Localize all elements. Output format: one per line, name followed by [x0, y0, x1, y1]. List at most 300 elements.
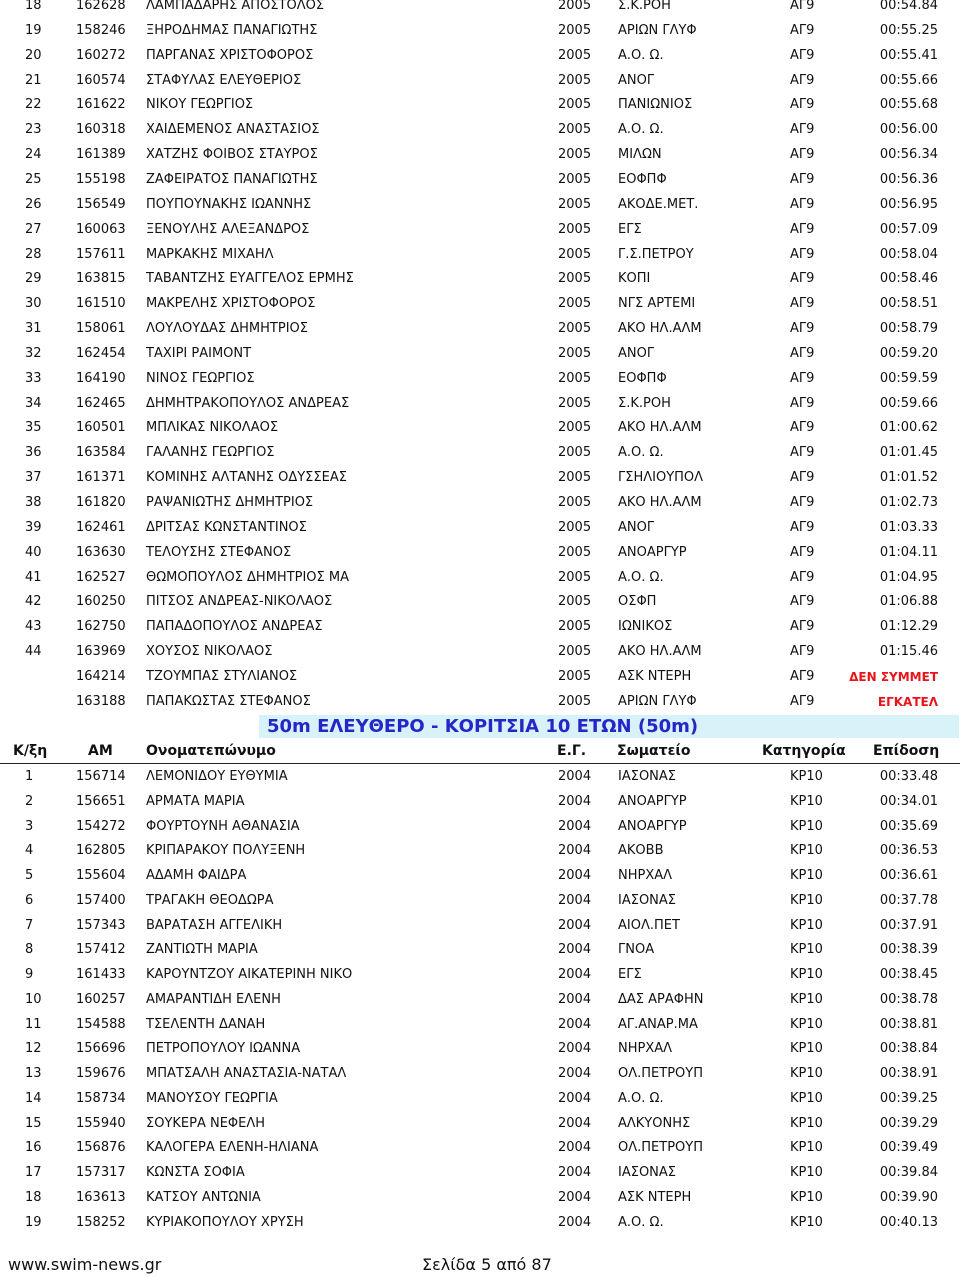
year-cell: 2005	[558, 221, 592, 237]
category-cell: ΚΡ10	[790, 793, 823, 809]
club-cell: ΙΩΝΙΚΟΣ	[618, 619, 673, 635]
am-cell: 162527	[76, 569, 126, 585]
time-cell: 00:33.48	[879, 769, 938, 784]
club-cell: ΕΓΣ	[618, 967, 642, 982]
category-cell: ΚΡ10	[790, 818, 823, 834]
am-cell: 162805	[76, 843, 126, 859]
name-cell: ΓΑΛΑΝΗΣ ΓΕΩΡΓΙΟΣ	[146, 445, 275, 461]
name-cell: ΤΕΛΟΥΣΗΣ ΣΤΕΦΑΝΟΣ	[146, 544, 292, 560]
category-cell: ΚΡ10	[790, 1140, 823, 1156]
club-cell: ΑΝΟΓ	[618, 72, 655, 88]
year-cell: 2005	[558, 72, 592, 88]
am-cell: 155198	[76, 171, 126, 187]
club-cell: ΟΛ.ΠΕΤΡΟΥΠ	[618, 1140, 703, 1156]
table-row	[0, 914, 960, 939]
club-cell: ΝΓΣ ΑΡΤΕΜΙ	[618, 296, 696, 312]
year-cell: 2004	[558, 1115, 592, 1131]
time-cell: 00:55.68	[879, 97, 938, 113]
name-cell: ΜΠΛΙΚΑΣ ΝΙΚΟΛΑΟΣ	[146, 420, 279, 436]
table-row	[0, 218, 960, 243]
header-name: Ονοματεπώνυμο	[146, 743, 276, 759]
am-cell: 158734	[76, 1090, 126, 1106]
name-cell: ΠΑΠΑΔΟΠΟΥΛΟΣ ΑΝΔΡΕΑΣ	[146, 619, 323, 635]
time-cell: 00:58.51	[879, 296, 938, 312]
name-cell: ΝΙΝΟΣ ΓΕΩΡΓΙΟΣ	[146, 370, 255, 386]
category-cell: ΚΡ10	[790, 942, 823, 958]
time-cell: 00:59.59	[879, 370, 938, 386]
header-category: Κατηγορία	[762, 743, 846, 759]
category-cell: ΑΓ9	[790, 0, 815, 13]
club-cell: ΙΑΣΟΝΑΣ	[618, 892, 677, 908]
category-cell: ΚΡ10	[790, 769, 823, 784]
rank-cell: 1	[25, 769, 34, 784]
year-cell: 2005	[558, 271, 592, 287]
club-cell: Α.Ο. Ω.	[618, 1214, 664, 1230]
category-cell: ΑΓ9	[790, 370, 815, 386]
time-cell: 00:38.81	[879, 1016, 938, 1032]
name-cell: ΠΑΠΑΚΩΣΤΑΣ ΣΤΕΦΑΝΟΣ	[146, 693, 311, 709]
am-cell: 155940	[76, 1115, 126, 1131]
club-cell: ΑΚΟ ΗΛ.ΑΛΜ	[618, 420, 702, 436]
name-cell: ΚΟΜΙΝΗΣ ΑΛΤΑΝΗΣ ΟΔΥΣΣΕΑΣ	[146, 470, 347, 486]
name-cell: ΧΑΙΔΕΜΕΝΟΣ ΑΝΑΣΤΑΣΙΟΣ	[146, 122, 320, 138]
club-cell: ΟΣΦΠ	[618, 594, 657, 610]
table-row	[0, 416, 960, 441]
year-cell: 2005	[558, 693, 592, 709]
table-row	[0, 0, 960, 19]
am-cell: 158061	[76, 321, 126, 337]
am-cell: 162454	[76, 345, 126, 361]
am-cell: 156696	[76, 1041, 126, 1057]
club-cell: ΜΙΛΩΝ	[618, 147, 662, 163]
am-cell: 155604	[76, 868, 126, 883]
am-cell: 158246	[76, 22, 126, 38]
club-cell: ΑΙΟΛ.ΠΕΤ	[618, 917, 680, 933]
time-cell: 00:38.45	[879, 967, 938, 982]
year-cell: 2005	[558, 470, 592, 486]
am-cell: 164190	[76, 370, 126, 386]
name-cell: ΚΥΡΙΑΚΟΠΟΥΛΟΥ ΧΡΥΣΗ	[146, 1214, 304, 1230]
time-cell: 01:04.95	[879, 569, 938, 585]
club-cell: Σ.Κ.ΡΟΗ	[618, 395, 671, 411]
category-cell: ΚΡ10	[790, 868, 823, 883]
club-cell: ΑΣΚ ΝΤΕΡΗ	[618, 1189, 692, 1205]
club-cell: ΙΑΣΟΝΑΣ	[618, 1165, 677, 1180]
club-cell: ΝΗΡΧΑΛ	[618, 868, 673, 883]
table-row	[0, 516, 960, 541]
time-cell: 01:12.29	[879, 619, 938, 635]
category-cell: ΑΓ9	[790, 122, 815, 138]
name-cell: ΛΑΜΠΑΔΑΡΗΣ ΑΠΟΣΤΟΛΟΣ	[146, 0, 325, 13]
header-am: ΑΜ	[88, 743, 113, 759]
name-cell: ΚΩΝΣΤΑ ΣΟΦΙΑ	[146, 1165, 245, 1180]
rank-cell: 37	[25, 470, 42, 486]
year-cell: 2004	[558, 1214, 592, 1230]
time-cell: 00:55.66	[879, 72, 938, 88]
table-row	[0, 541, 960, 566]
name-cell: ΣΤΑΦΥΛΑΣ ΕΛΕΥΘΕΡΙΟΣ	[146, 72, 302, 88]
rank-cell: 11	[25, 1016, 42, 1032]
time-cell: 01:03.33	[879, 519, 938, 535]
club-cell: Α.Ο. Ω.	[618, 47, 664, 63]
header-year: Ε.Γ.	[557, 743, 587, 759]
name-cell: ΤΖΟΥΜΠΑΣ ΣΤΥΛΙΑΝΟΣ	[146, 668, 298, 684]
club-cell: ΟΛ.ΠΕΤΡΟΥΠ	[618, 1066, 703, 1081]
year-cell: 2005	[558, 544, 592, 560]
time-cell: 00:39.29	[879, 1115, 938, 1131]
am-cell: 163969	[76, 644, 126, 660]
name-cell: ΑΡΜΑΤΑ ΜΑΡΙΑ	[146, 793, 245, 809]
category-cell: ΑΓ9	[790, 97, 815, 113]
year-cell: 2005	[558, 370, 592, 386]
table-row	[0, 193, 960, 218]
table-row	[0, 1136, 960, 1161]
category-cell: ΚΡ10	[790, 1041, 823, 1057]
footer-site: www.swim-news.gr	[8, 1255, 162, 1274]
time-cell: 00:55.41	[879, 47, 938, 63]
club-cell: Α.Ο. Ω.	[618, 1090, 664, 1106]
category-cell: ΑΓ9	[790, 693, 815, 709]
category-cell: ΑΓ9	[790, 619, 815, 635]
time-cell: 00:38.39	[879, 942, 938, 958]
year-cell: 2005	[558, 668, 592, 684]
year-cell: 2005	[558, 519, 592, 535]
club-cell: ΑΡΙΩΝ ΓΛΥΦ	[618, 693, 697, 709]
club-cell: ΕΓΣ	[618, 221, 642, 237]
club-cell: ΚΟΠΙ	[618, 271, 651, 287]
rank-cell: 19	[25, 1214, 42, 1230]
am-cell: 161389	[76, 147, 126, 163]
time-cell: 00:59.20	[879, 345, 938, 361]
year-cell: 2005	[558, 321, 592, 337]
club-cell: ΑΚΟ ΗΛ.ΑΛΜ	[618, 644, 702, 660]
name-cell: ΔΡΙΤΣΑΣ ΚΩΝΣΤΑΝΤΙΝΟΣ	[146, 519, 307, 535]
name-cell: ΚΑΤΣΟΥ ΑΝΤΩΝΙΑ	[146, 1189, 261, 1205]
year-cell: 2005	[558, 495, 592, 510]
name-cell: ΣΟΥΚΕΡΑ ΝΕΦΕΛΗ	[146, 1115, 266, 1131]
time-cell: 01:04.11	[879, 544, 938, 560]
club-cell: ΑΡΙΩΝ ΓΛΥΦ	[618, 22, 697, 38]
am-cell: 162465	[76, 395, 126, 411]
category-cell: ΑΓ9	[790, 668, 815, 684]
category-cell: ΑΓ9	[790, 519, 815, 535]
club-cell: ΑΚΟΒΒ	[618, 843, 664, 859]
rank-cell: 31	[25, 321, 42, 337]
am-cell: 154588	[76, 1016, 126, 1032]
category-cell: ΚΡ10	[790, 967, 823, 982]
category-cell: ΑΓ9	[790, 395, 815, 411]
name-cell: ΠΟΥΠΟΥΝΑΚΗΣ ΙΩΑΝΝΗΣ	[146, 196, 312, 212]
club-cell: ΑΚΟ ΗΛ.ΑΛΜ	[618, 321, 702, 337]
club-cell: ΙΑΣΟΝΑΣ	[618, 769, 677, 784]
table-row	[0, 44, 960, 69]
name-cell: ΠΙΤΣΟΣ ΑΝΔΡΕΑΣ-ΝΙΚΟΛΑΟΣ	[146, 594, 333, 610]
time-cell: 00:34.01	[879, 793, 938, 809]
rank-cell: 20	[25, 47, 42, 63]
category-cell: ΑΓ9	[790, 196, 815, 212]
am-cell: 160574	[76, 72, 126, 88]
category-cell: ΚΡ10	[790, 1214, 823, 1230]
rank-cell: 16	[25, 1140, 42, 1156]
category-cell: ΑΓ9	[790, 271, 815, 287]
name-cell: ΑΜΑΡΑΝΤΙΔΗ ΕΛΕΝΗ	[146, 991, 281, 1007]
rank-cell: 29	[25, 271, 42, 287]
table-row	[0, 1062, 960, 1087]
table-row	[0, 1037, 960, 1062]
year-cell: 2004	[558, 1016, 592, 1032]
time-cell: ΕΓΚΑΤΕΛ	[877, 694, 938, 709]
category-cell: ΑΓ9	[790, 495, 815, 510]
rank-cell: 13	[25, 1066, 42, 1081]
club-cell: ΑΛΚΥΟΝΗΣ	[618, 1115, 691, 1131]
table-header	[0, 739, 960, 763]
club-cell: ΕΟΦΠΦ	[618, 370, 667, 386]
table-row	[0, 143, 960, 168]
year-cell: 2005	[558, 97, 592, 113]
category-cell: ΚΡ10	[790, 843, 823, 859]
table-row	[0, 243, 960, 268]
time-cell: 00:59.66	[879, 395, 938, 411]
year-cell: 2005	[558, 296, 592, 312]
am-cell: 156651	[76, 793, 126, 809]
name-cell: ΠΑΡΓΑΝΑΣ ΧΡΙΣΤΟΦΟΡΟΣ	[146, 47, 314, 63]
am-cell: 163613	[76, 1189, 126, 1205]
club-cell: ΔΑΣ ΑΡΑΦΗΝ	[618, 991, 704, 1007]
category-cell: ΚΡ10	[790, 991, 823, 1007]
club-cell: Σ.Κ.ΡΟΗ	[618, 0, 671, 13]
am-cell: 160250	[76, 594, 126, 610]
table-row	[0, 566, 960, 591]
name-cell: ΜΠΑΤΣΑΛΗ ΑΝΑΣΤΑΣΙΑ-ΝΑΤΑΛ	[146, 1066, 347, 1081]
header-rank: Κ/ξη	[13, 743, 48, 759]
am-cell: 161371	[76, 470, 126, 486]
name-cell: ΚΑΡΟΥΝΤΖΟΥ ΑΙΚΑΤΕΡΙΝΗ ΝΙΚΟ	[146, 967, 353, 982]
time-cell: 00:37.78	[879, 892, 938, 908]
am-cell: 159676	[76, 1066, 126, 1081]
rank-cell: 21	[25, 72, 42, 88]
year-cell: 2005	[558, 619, 592, 635]
rank-cell: 26	[25, 196, 42, 212]
am-cell: 164214	[76, 668, 126, 684]
category-cell: ΑΓ9	[790, 72, 815, 88]
am-cell: 160257	[76, 991, 126, 1007]
name-cell: ΘΩΜΟΠΟΥΛΟΣ ΔΗΜΗΤΡΙΟΣ ΜΑ	[146, 569, 349, 585]
time-cell: 00:39.25	[879, 1090, 938, 1106]
time-cell: 00:57.09	[879, 221, 938, 237]
category-cell: ΑΓ9	[790, 445, 815, 461]
table-row	[0, 93, 960, 118]
rank-cell: 38	[25, 495, 42, 510]
table-row	[0, 690, 960, 715]
am-cell: 160501	[76, 420, 126, 436]
time-cell: 00:38.84	[879, 1041, 938, 1057]
time-cell: 00:56.34	[879, 147, 938, 163]
category-cell: ΑΓ9	[790, 246, 815, 262]
table-row	[0, 1186, 960, 1211]
table-row	[0, 864, 960, 889]
name-cell: ΔΗΜΗΤΡΑΚΟΠΟΥΛΟΣ ΑΝΔΡΕΑΣ	[146, 395, 350, 411]
club-cell: ΓΣΗΛΙΟΥΠΟΛ	[618, 470, 704, 486]
year-cell: 2005	[558, 420, 592, 436]
rank-cell: 39	[25, 519, 42, 535]
table-row	[0, 317, 960, 342]
year-cell: 2004	[558, 967, 592, 982]
name-cell: ΚΡΙΠΑΡΑΚΟΥ ΠΟΛΥΞΕΝΗ	[146, 843, 306, 859]
category-cell: ΑΓ9	[790, 544, 815, 560]
category-cell: ΑΓ9	[790, 420, 815, 436]
am-cell: 162750	[76, 619, 126, 635]
am-cell: 157611	[76, 246, 126, 262]
time-cell: 00:36.53	[879, 843, 938, 859]
am-cell: 162628	[76, 0, 126, 13]
rank-cell: 43	[25, 619, 42, 635]
am-cell: 161820	[76, 495, 126, 510]
rank-cell: 23	[25, 122, 42, 138]
year-cell: 2005	[558, 47, 592, 63]
club-cell: ΕΟΦΠΦ	[618, 171, 667, 187]
club-cell: ΝΗΡΧΑΛ	[618, 1041, 673, 1057]
am-cell: 157317	[76, 1165, 126, 1180]
name-cell: ΛΕΜΟΝΙΔΟΥ ΕΥΘΥΜΙΑ	[146, 769, 288, 784]
year-cell: 2005	[558, 122, 592, 138]
am-cell: 156714	[76, 769, 126, 784]
club-cell: ΑΝΟΑΡΓΥΡ	[618, 793, 687, 809]
name-cell: ΤΡΑΓΑΚΗ ΘΕΟΔΩΡΑ	[146, 892, 274, 908]
table-row	[0, 392, 960, 417]
time-cell: 01:15.46	[879, 644, 938, 660]
header-divider	[0, 763, 960, 764]
category-cell: ΚΡ10	[790, 1066, 823, 1081]
time-cell: 00:40.13	[879, 1214, 938, 1230]
am-cell: 163584	[76, 445, 126, 461]
club-cell: ΑΣΚ ΝΤΕΡΗ	[618, 668, 692, 684]
table-row	[0, 466, 960, 491]
name-cell: ΧΟΥΣΟΣ ΝΙΚΟΛΑΟΣ	[146, 644, 273, 660]
rank-cell: 40	[25, 544, 42, 560]
rank-cell: 14	[25, 1090, 42, 1106]
table-row	[0, 765, 960, 790]
year-cell: 2004	[558, 942, 592, 958]
club-cell: ΑΝΟΑΡΓΥΡ	[618, 818, 687, 834]
name-cell: ΤΑΒΑΝΤΖΗΣ ΕΥΑΓΓΕΛΟΣ ΕΡΜΗΣ	[146, 271, 354, 287]
time-cell: 01:02.73	[879, 495, 938, 510]
year-cell: 2005	[558, 644, 592, 660]
year-cell: 2005	[558, 171, 592, 187]
year-cell: 2005	[558, 147, 592, 163]
am-cell: 160272	[76, 47, 126, 63]
time-cell: 00:39.90	[879, 1189, 938, 1205]
rank-cell: 3	[25, 818, 34, 834]
footer-page-number: Σελίδα 5 από 87	[422, 1255, 552, 1274]
table-row	[0, 1161, 960, 1186]
name-cell: ΛΟΥΛΟΥΔΑΣ ΔΗΜΗΤΡΙΟΣ	[146, 321, 308, 337]
club-cell: Α.Ο. Ω.	[618, 445, 664, 461]
time-cell: 00:58.04	[879, 246, 938, 262]
rank-cell: 25	[25, 171, 42, 187]
year-cell: 2004	[558, 1041, 592, 1057]
club-cell: ΑΝΟΑΡΓΥΡ	[618, 544, 687, 560]
time-cell: 00:56.00	[879, 122, 938, 138]
rank-cell: 27	[25, 221, 42, 237]
year-cell: 2004	[558, 892, 592, 908]
name-cell: ΞΕΝΟΥΛΗΣ ΑΛΕΞΑΝΔΡΟΣ	[146, 221, 310, 237]
year-cell: 2005	[558, 395, 592, 411]
am-cell: 161433	[76, 967, 126, 982]
category-cell: ΑΓ9	[790, 644, 815, 660]
year-cell: 2004	[558, 1189, 592, 1205]
rank-cell: 19	[25, 22, 42, 38]
name-cell: ΖΑΦΕΙΡΑΤΟΣ ΠΑΝΑΓΙΩΤΗΣ	[146, 171, 318, 187]
year-cell: 2005	[558, 569, 592, 585]
am-cell: 162461	[76, 519, 126, 535]
time-cell: 01:00.62	[879, 420, 938, 436]
category-cell: ΚΡ10	[790, 917, 823, 933]
category-cell: ΚΡ10	[790, 1165, 823, 1180]
category-cell: ΚΡ10	[790, 1090, 823, 1106]
am-cell: 163815	[76, 271, 126, 287]
year-cell: 2005	[558, 345, 592, 361]
year-cell: 2005	[558, 594, 592, 610]
time-cell: 01:06.88	[879, 594, 938, 610]
club-cell: ΓΝΟΑ	[618, 942, 655, 958]
am-cell: 157400	[76, 892, 126, 908]
am-cell: 154272	[76, 818, 126, 834]
time-cell: 00:36.61	[879, 868, 938, 883]
rank-cell: 32	[25, 345, 42, 361]
header-club: Σωματείο	[617, 743, 691, 759]
time-cell: 00:58.79	[879, 321, 938, 337]
am-cell: 156549	[76, 196, 126, 212]
year-cell: 2004	[558, 1140, 592, 1156]
event-title: 50m ΕΛΕΥΘΕΡΟ - ΚΟΡΙΤΣΙΑ 10 ΕΤΩΝ (50m)	[267, 716, 699, 737]
time-cell: 01:01.45	[879, 445, 938, 461]
table-row	[0, 1112, 960, 1137]
am-cell: 161622	[76, 97, 126, 113]
name-cell: ΤΑΧΙΡΙ ΡΑΙΜΟΝΤ	[146, 345, 252, 361]
year-cell: 2004	[558, 769, 592, 784]
club-cell: ΑΚΟ ΗΛ.ΑΛΜ	[618, 495, 702, 510]
table-row	[0, 19, 960, 44]
rank-cell: 6	[25, 892, 34, 908]
name-cell: ΧΑΤΖΗΣ ΦΟΙΒΟΣ ΣΤΑΥΡΟΣ	[146, 147, 318, 163]
rank-cell: 24	[25, 147, 42, 163]
time-cell: 00:55.25	[879, 22, 938, 38]
year-cell: 2004	[558, 1066, 592, 1081]
rank-cell: 7	[25, 917, 34, 933]
table-row	[0, 1211, 960, 1236]
name-cell: ΝΙΚΟΥ ΓΕΩΡΓΙΟΣ	[146, 97, 254, 113]
am-cell: 157412	[76, 942, 126, 958]
club-cell: ΑΚΟΔΕ.ΜΕΤ.	[618, 196, 699, 212]
am-cell: 163630	[76, 544, 126, 560]
year-cell: 2004	[558, 793, 592, 809]
rank-cell: 41	[25, 569, 42, 585]
category-cell: ΚΡ10	[790, 892, 823, 908]
rank-cell: 22	[25, 97, 42, 113]
club-cell: ΠΑΝΙΩΝΙΟΣ	[618, 97, 693, 113]
club-cell: ΑΓ.ΑΝΑΡ.ΜΑ	[618, 1016, 698, 1032]
rank-cell: 10	[25, 991, 42, 1007]
category-cell: ΑΓ9	[790, 221, 815, 237]
club-cell: Γ.Σ.ΠΕΤΡΟΥ	[618, 246, 694, 262]
am-cell: 156876	[76, 1140, 126, 1156]
year-cell: 2004	[558, 818, 592, 834]
category-cell: ΑΓ9	[790, 22, 815, 38]
time-cell: 00:38.91	[879, 1066, 938, 1081]
table-row	[0, 938, 960, 963]
club-cell: ΑΝΟΓ	[618, 345, 655, 361]
time-cell: 00:56.36	[879, 171, 938, 187]
